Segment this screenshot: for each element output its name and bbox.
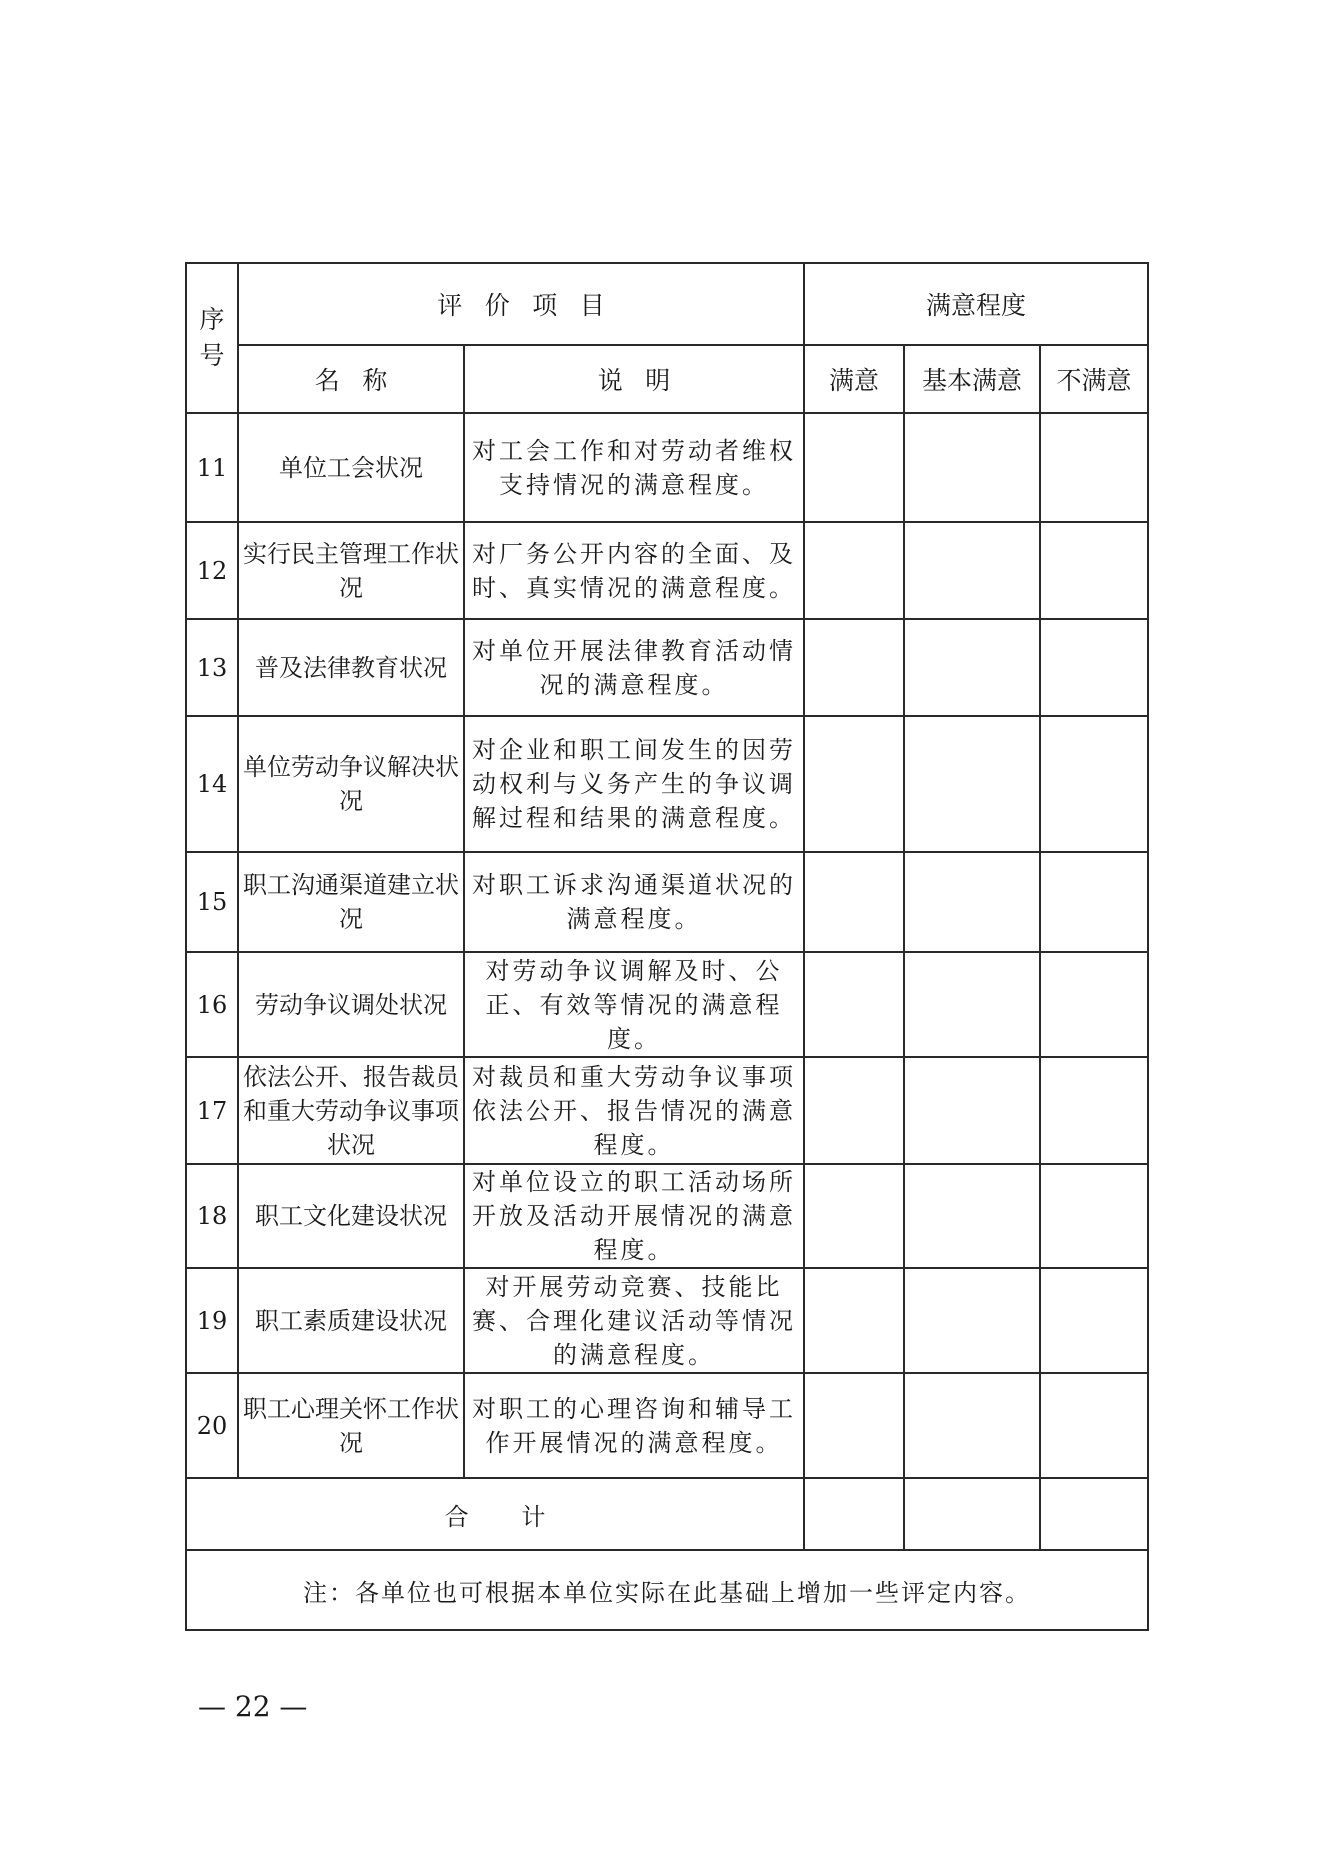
row-name: 普及法律教育状况 xyxy=(238,619,464,716)
table-row xyxy=(186,952,1148,1057)
row-number: 12 xyxy=(186,522,238,619)
table-row xyxy=(186,1057,1148,1164)
header-name-label: 名称 xyxy=(314,366,410,395)
page-number: — 22 — xyxy=(198,1690,308,1723)
table-row xyxy=(186,852,1148,952)
header-seq-label: 序号 xyxy=(199,305,225,370)
note-text: 注：各单位也可根据本单位实际在此基础上增加一些评定内容。 xyxy=(186,1550,1148,1630)
header-satisfied xyxy=(804,345,904,413)
evaluation-table xyxy=(185,262,1149,1631)
row-name: 依法公开、报告裁员和重大劳动争议事项状况 xyxy=(238,1057,464,1164)
row-name: 劳动争议调处状况 xyxy=(238,952,464,1057)
header-unsatisfied-label: 不满意 xyxy=(1056,366,1132,395)
row-description: 对工会工作和对劳动者维权支持情况的满意程度。 xyxy=(464,413,804,522)
cell-unsatisfied[interactable] xyxy=(1040,1057,1148,1164)
row-description: 对单位开展法律教育活动情况的满意程度。 xyxy=(464,619,804,716)
row-number: 20 xyxy=(186,1373,238,1478)
row-description: 对开展劳动竞赛、技能比赛、合理化建议活动等情况的满意程度。 xyxy=(464,1268,804,1373)
cell-satisfied[interactable] xyxy=(804,413,904,522)
row-description: 对职工的心理咨询和辅导工作开展情况的满意程度。 xyxy=(464,1373,804,1478)
table-row xyxy=(186,522,1148,619)
cell-satisfied[interactable] xyxy=(804,1268,904,1373)
header-eval-item xyxy=(238,263,804,345)
row-name: 职工文化建设状况 xyxy=(238,1164,464,1268)
row-name: 职工沟通渠道建立状况 xyxy=(238,852,464,952)
header-seq xyxy=(186,263,238,413)
cell-unsatisfied[interactable] xyxy=(1040,952,1148,1057)
total-satisfied[interactable] xyxy=(804,1478,904,1550)
cell-basic-satisfied[interactable] xyxy=(904,1164,1040,1268)
header-basic-label: 基本满意 xyxy=(922,366,1023,395)
cell-basic-satisfied[interactable] xyxy=(904,716,1040,852)
cell-satisfied[interactable] xyxy=(804,852,904,952)
row-number: 11 xyxy=(186,413,238,522)
cell-unsatisfied[interactable] xyxy=(1040,1268,1148,1373)
row-description: 对单位设立的职工活动场所开放及活动开展情况的满意程度。 xyxy=(464,1164,804,1268)
row-number: 15 xyxy=(186,852,238,952)
header-satisfaction xyxy=(804,263,1148,345)
cell-basic-satisfied[interactable] xyxy=(904,619,1040,716)
table-row xyxy=(186,619,1148,716)
row-name: 职工心理关怀工作状况 xyxy=(238,1373,464,1478)
note-row xyxy=(186,1550,1148,1630)
total-label: 合计 xyxy=(444,1502,599,1531)
cell-unsatisfied[interactable] xyxy=(1040,1164,1148,1268)
row-number: 17 xyxy=(186,1057,238,1164)
cell-satisfied[interactable] xyxy=(804,1164,904,1268)
row-name: 单位工会状况 xyxy=(238,413,464,522)
cell-basic-satisfied[interactable] xyxy=(904,952,1040,1057)
header-satisfaction-label: 满意程度 xyxy=(926,291,1027,320)
row-description: 对劳动争议调解及时、公正、有效等情况的满意程度。 xyxy=(464,952,804,1057)
row-number: 18 xyxy=(186,1164,238,1268)
cell-basic-satisfied[interactable] xyxy=(904,522,1040,619)
header-eval-label: 评价项目 xyxy=(437,291,628,320)
row-name: 单位劳动争议解决状况 xyxy=(238,716,464,852)
total-row xyxy=(186,1478,1148,1550)
cell-satisfied[interactable] xyxy=(804,1057,904,1164)
cell-unsatisfied[interactable] xyxy=(1040,522,1148,619)
header-desc xyxy=(464,345,804,413)
table-row xyxy=(186,716,1148,852)
table-row xyxy=(186,1268,1148,1373)
cell-unsatisfied[interactable] xyxy=(1040,619,1148,716)
row-number: 19 xyxy=(186,1268,238,1373)
row-description: 对裁员和重大劳动争议事项依法公开、报告情况的满意程度。 xyxy=(464,1057,804,1164)
row-number: 13 xyxy=(186,619,238,716)
total-unsatisfied[interactable] xyxy=(1040,1478,1148,1550)
row-number: 16 xyxy=(186,952,238,1057)
total-label-cell xyxy=(186,1478,804,1550)
row-description: 对企业和职工间发生的因劳动权利与义务产生的争议调解过程和结果的满意程度。 xyxy=(464,716,804,852)
cell-unsatisfied[interactable] xyxy=(1040,852,1148,952)
cell-basic-satisfied[interactable] xyxy=(904,1268,1040,1373)
cell-satisfied[interactable] xyxy=(804,619,904,716)
row-name: 职工素质建设状况 xyxy=(238,1268,464,1373)
header-desc-label: 说明 xyxy=(597,366,693,395)
cell-satisfied[interactable] xyxy=(804,716,904,852)
table-row xyxy=(186,1164,1148,1268)
cell-unsatisfied[interactable] xyxy=(1040,1373,1148,1478)
header-name xyxy=(238,345,464,413)
cell-basic-satisfied[interactable] xyxy=(904,413,1040,522)
cell-basic-satisfied[interactable] xyxy=(904,1057,1040,1164)
row-description: 对职工诉求沟通渠道状况的满意程度。 xyxy=(464,852,804,952)
row-number: 14 xyxy=(186,716,238,852)
row-name: 实行民主管理工作状况 xyxy=(238,522,464,619)
cell-unsatisfied[interactable] xyxy=(1040,716,1148,852)
cell-satisfied[interactable] xyxy=(804,1373,904,1478)
header-satisfied-label: 满意 xyxy=(829,366,880,395)
cell-unsatisfied[interactable] xyxy=(1040,413,1148,522)
cell-satisfied[interactable] xyxy=(804,952,904,1057)
total-basic-satisfied[interactable] xyxy=(904,1478,1040,1550)
header-basic xyxy=(904,345,1040,413)
row-description: 对厂务公开内容的全面、及时、真实情况的满意程度。 xyxy=(464,522,804,619)
header-unsatisfied xyxy=(1040,345,1148,413)
cell-satisfied[interactable] xyxy=(804,522,904,619)
table-row xyxy=(186,1373,1148,1478)
cell-basic-satisfied[interactable] xyxy=(904,852,1040,952)
table-row xyxy=(186,413,1148,522)
cell-basic-satisfied[interactable] xyxy=(904,1373,1040,1478)
